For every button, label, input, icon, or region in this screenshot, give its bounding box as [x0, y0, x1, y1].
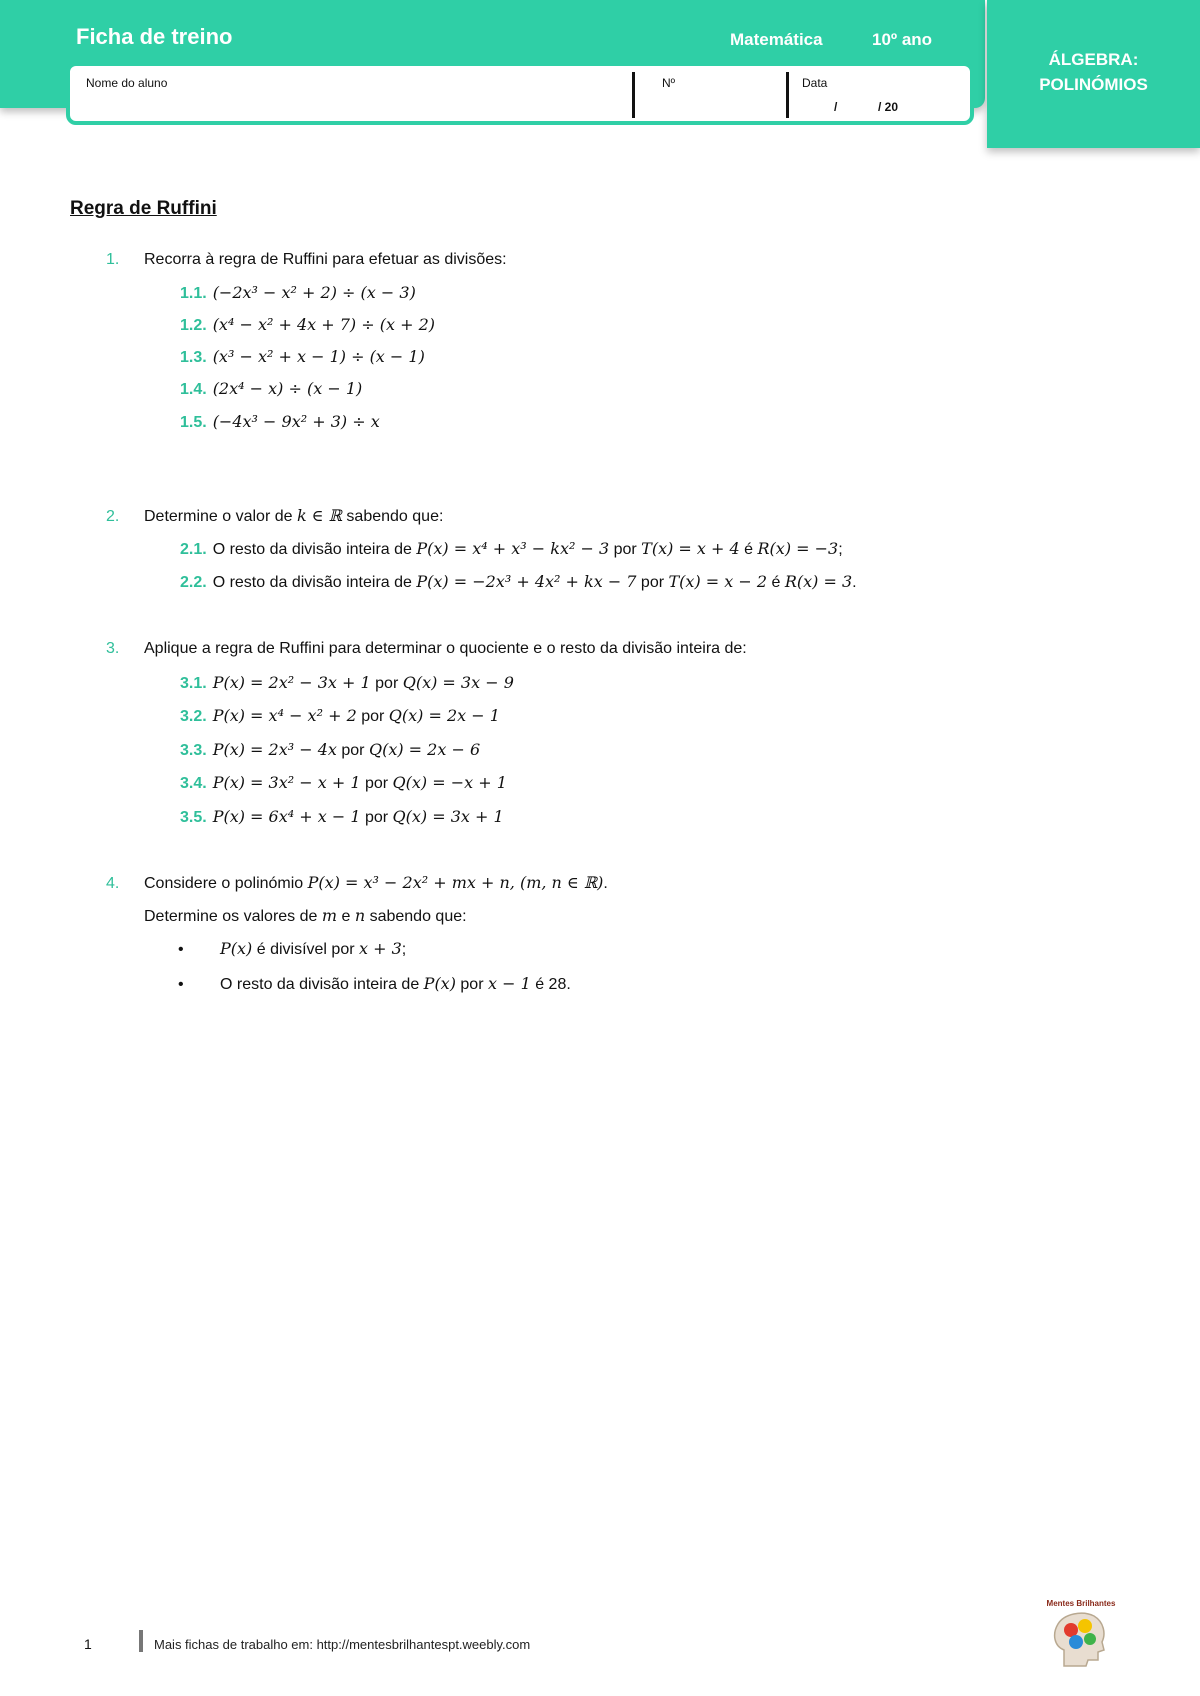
subquestion-number: 1.5.: [180, 414, 207, 431]
text: ;: [401, 941, 407, 958]
subquestion: [180, 379, 362, 399]
student-info-box: [66, 62, 974, 125]
subquestion: [180, 740, 480, 760]
text: por: [360, 809, 393, 826]
math-expression: P(x): [423, 974, 456, 993]
math-expression: (−4x³ − 9x² + 3) ÷ x: [212, 412, 380, 431]
math-expression: n: [354, 906, 366, 925]
math-expression: (x⁴ − x² + 4x + 7) ÷ (x + 2): [212, 315, 436, 334]
text: por: [455, 976, 488, 993]
subquestion: [180, 572, 857, 592]
text: por: [360, 775, 393, 792]
question-4: [106, 873, 608, 893]
text: ;: [838, 541, 843, 558]
gear-icon: [1069, 1635, 1083, 1649]
question-number: 4.: [106, 875, 120, 892]
math-expression: T(x) = x − 2: [668, 572, 768, 591]
subquestion-number: 1.3.: [180, 349, 207, 366]
worksheet-title: Ficha de treino: [76, 24, 233, 49]
bullet-dot: •: [178, 941, 184, 958]
subquestion-number: 3.4.: [180, 775, 207, 792]
text: sabendo que:: [365, 908, 467, 925]
divider: [632, 72, 635, 118]
question-3: [106, 640, 747, 658]
math-expression: k ∈ ℝ: [296, 506, 342, 525]
math-expression: P(x) = 2x² − 3x + 1: [212, 673, 371, 692]
math-expression: x + 3: [359, 939, 402, 958]
topic-line-1: ÁLGEBRA:: [1048, 50, 1139, 69]
number-label: Nº: [662, 76, 676, 90]
gear-icon: [1084, 1633, 1096, 1645]
math-expression: R(x) = 3: [784, 572, 853, 591]
math-expression: m: [321, 906, 338, 925]
topic-line-2: POLINÓMIOS: [1039, 75, 1148, 94]
text: é 28.: [530, 976, 571, 993]
text: por: [370, 675, 403, 692]
logo-text: Mentes Brilhantes: [1046, 1599, 1116, 1608]
subquestion-number: 1.1.: [180, 285, 207, 302]
subquestion: [180, 315, 435, 335]
subquestion-number: 3.1.: [180, 675, 207, 692]
subquestion-number: 3.3.: [180, 742, 207, 759]
date-label: Data: [802, 76, 828, 90]
subquestion: [180, 347, 425, 367]
text: por: [636, 574, 669, 591]
question-number: 3.: [106, 640, 120, 657]
mentes-brilhantes-logo: [1038, 1596, 1124, 1670]
text: O resto da divisão inteira de: [220, 976, 424, 993]
subquestion-number: 3.5.: [180, 809, 207, 826]
subject-label: Matemática: [730, 30, 823, 49]
math-expression: P(x): [220, 939, 253, 958]
footer-divider: [139, 1630, 143, 1652]
question-2: [106, 506, 443, 526]
text: é: [767, 574, 785, 591]
math-expression: P(x) = 3x² − x + 1: [212, 773, 361, 792]
subquestion-number: 2.1.: [180, 541, 207, 558]
text: por: [356, 708, 389, 725]
text: .: [852, 574, 857, 591]
math-expression: (2x⁴ − x) ÷ (x − 1): [212, 379, 363, 398]
subquestion-number: 1.2.: [180, 317, 207, 334]
section-title: Regra de Ruffini: [70, 198, 217, 219]
math-expression: Q(x) = −x + 1: [392, 773, 507, 792]
subquestion: [180, 807, 504, 827]
topic-box: [987, 0, 1200, 148]
question-4-instruction: [144, 906, 467, 926]
math-expression: P(x) = 2x³ − 4x: [212, 740, 337, 759]
text: e: [337, 908, 355, 925]
question-text: Considere o polinómio: [144, 875, 308, 892]
bullet-item: [178, 974, 571, 994]
divider: [786, 72, 789, 118]
gear-icon: [1078, 1619, 1092, 1633]
question-text: Aplique a regra de Ruffini para determinar o quociente e o resto da divisão inteira de:: [144, 640, 747, 657]
math-expression: Q(x) = 2x − 1: [388, 706, 500, 725]
text: por: [609, 541, 642, 558]
text: O resto da divisão inteira de: [212, 574, 417, 591]
question-text: sabendo que:: [341, 508, 444, 525]
subquestion: [180, 539, 843, 559]
math-expression: Q(x) = 3x + 1: [392, 807, 504, 826]
page-number: 1: [84, 1636, 92, 1652]
math-expression: P(x) = x⁴ − x² + 2: [212, 706, 357, 725]
footer-link[interactable]: Mais fichas de trabalho em: http://mentesbrilhantespt.weebly.com: [154, 1637, 531, 1652]
bullet-item: [178, 939, 406, 959]
student-name-label: Nome do aluno: [86, 76, 168, 90]
date-year-sep: / 20: [878, 100, 899, 114]
math-expression: R(x) = −3: [757, 539, 839, 558]
subquestion-number: 3.2.: [180, 708, 207, 725]
math-expression: P(x) = −2x³ + 4x² + kx − 7: [416, 572, 637, 591]
year-label: 10º ano: [872, 30, 933, 49]
question-number: 2.: [106, 508, 120, 525]
text: por: [336, 742, 369, 759]
bullet-dot: •: [178, 976, 184, 993]
question-1: [106, 251, 507, 269]
subquestion-number: 2.2.: [180, 574, 207, 591]
subquestion: [180, 673, 514, 693]
math-expression: P(x) = x⁴ + x³ − kx² − 3: [416, 539, 610, 558]
question-text: Recorra à regra de Ruffini para efetuar as divisões:: [144, 251, 507, 268]
math-expression: Q(x) = 2x − 6: [368, 740, 481, 759]
subquestion-number: 1.4.: [180, 381, 207, 398]
text: é divisível por: [252, 941, 359, 958]
math-expression: P(x) = 6x⁴ + x − 1: [212, 807, 361, 826]
subquestion: [180, 773, 507, 793]
text: Determine os valores de: [144, 908, 322, 925]
gear-icon: [1064, 1623, 1078, 1637]
math-expression: Q(x) = 3x − 9: [402, 673, 514, 692]
subquestion: [180, 283, 416, 303]
text: é: [739, 541, 758, 558]
question-number: 1.: [106, 251, 120, 268]
math-expression: T(x) = x + 4: [641, 539, 740, 558]
text: O resto da divisão inteira de: [212, 541, 417, 558]
math-expression: x − 1: [487, 974, 531, 993]
question-text: Determine o valor de: [144, 508, 297, 525]
date-sep: /: [834, 100, 838, 114]
subquestion: [180, 706, 500, 726]
math-expression: P(x) = x³ − 2x² + mx + n, (m, n ∈ ℝ): [307, 873, 604, 892]
question-text: .: [603, 875, 608, 892]
subquestion: [180, 412, 380, 432]
math-expression: (−2x³ − x² + 2) ÷ (x − 3): [212, 283, 416, 302]
math-expression: (x³ − x² + x − 1) ÷ (x − 1): [212, 347, 425, 366]
